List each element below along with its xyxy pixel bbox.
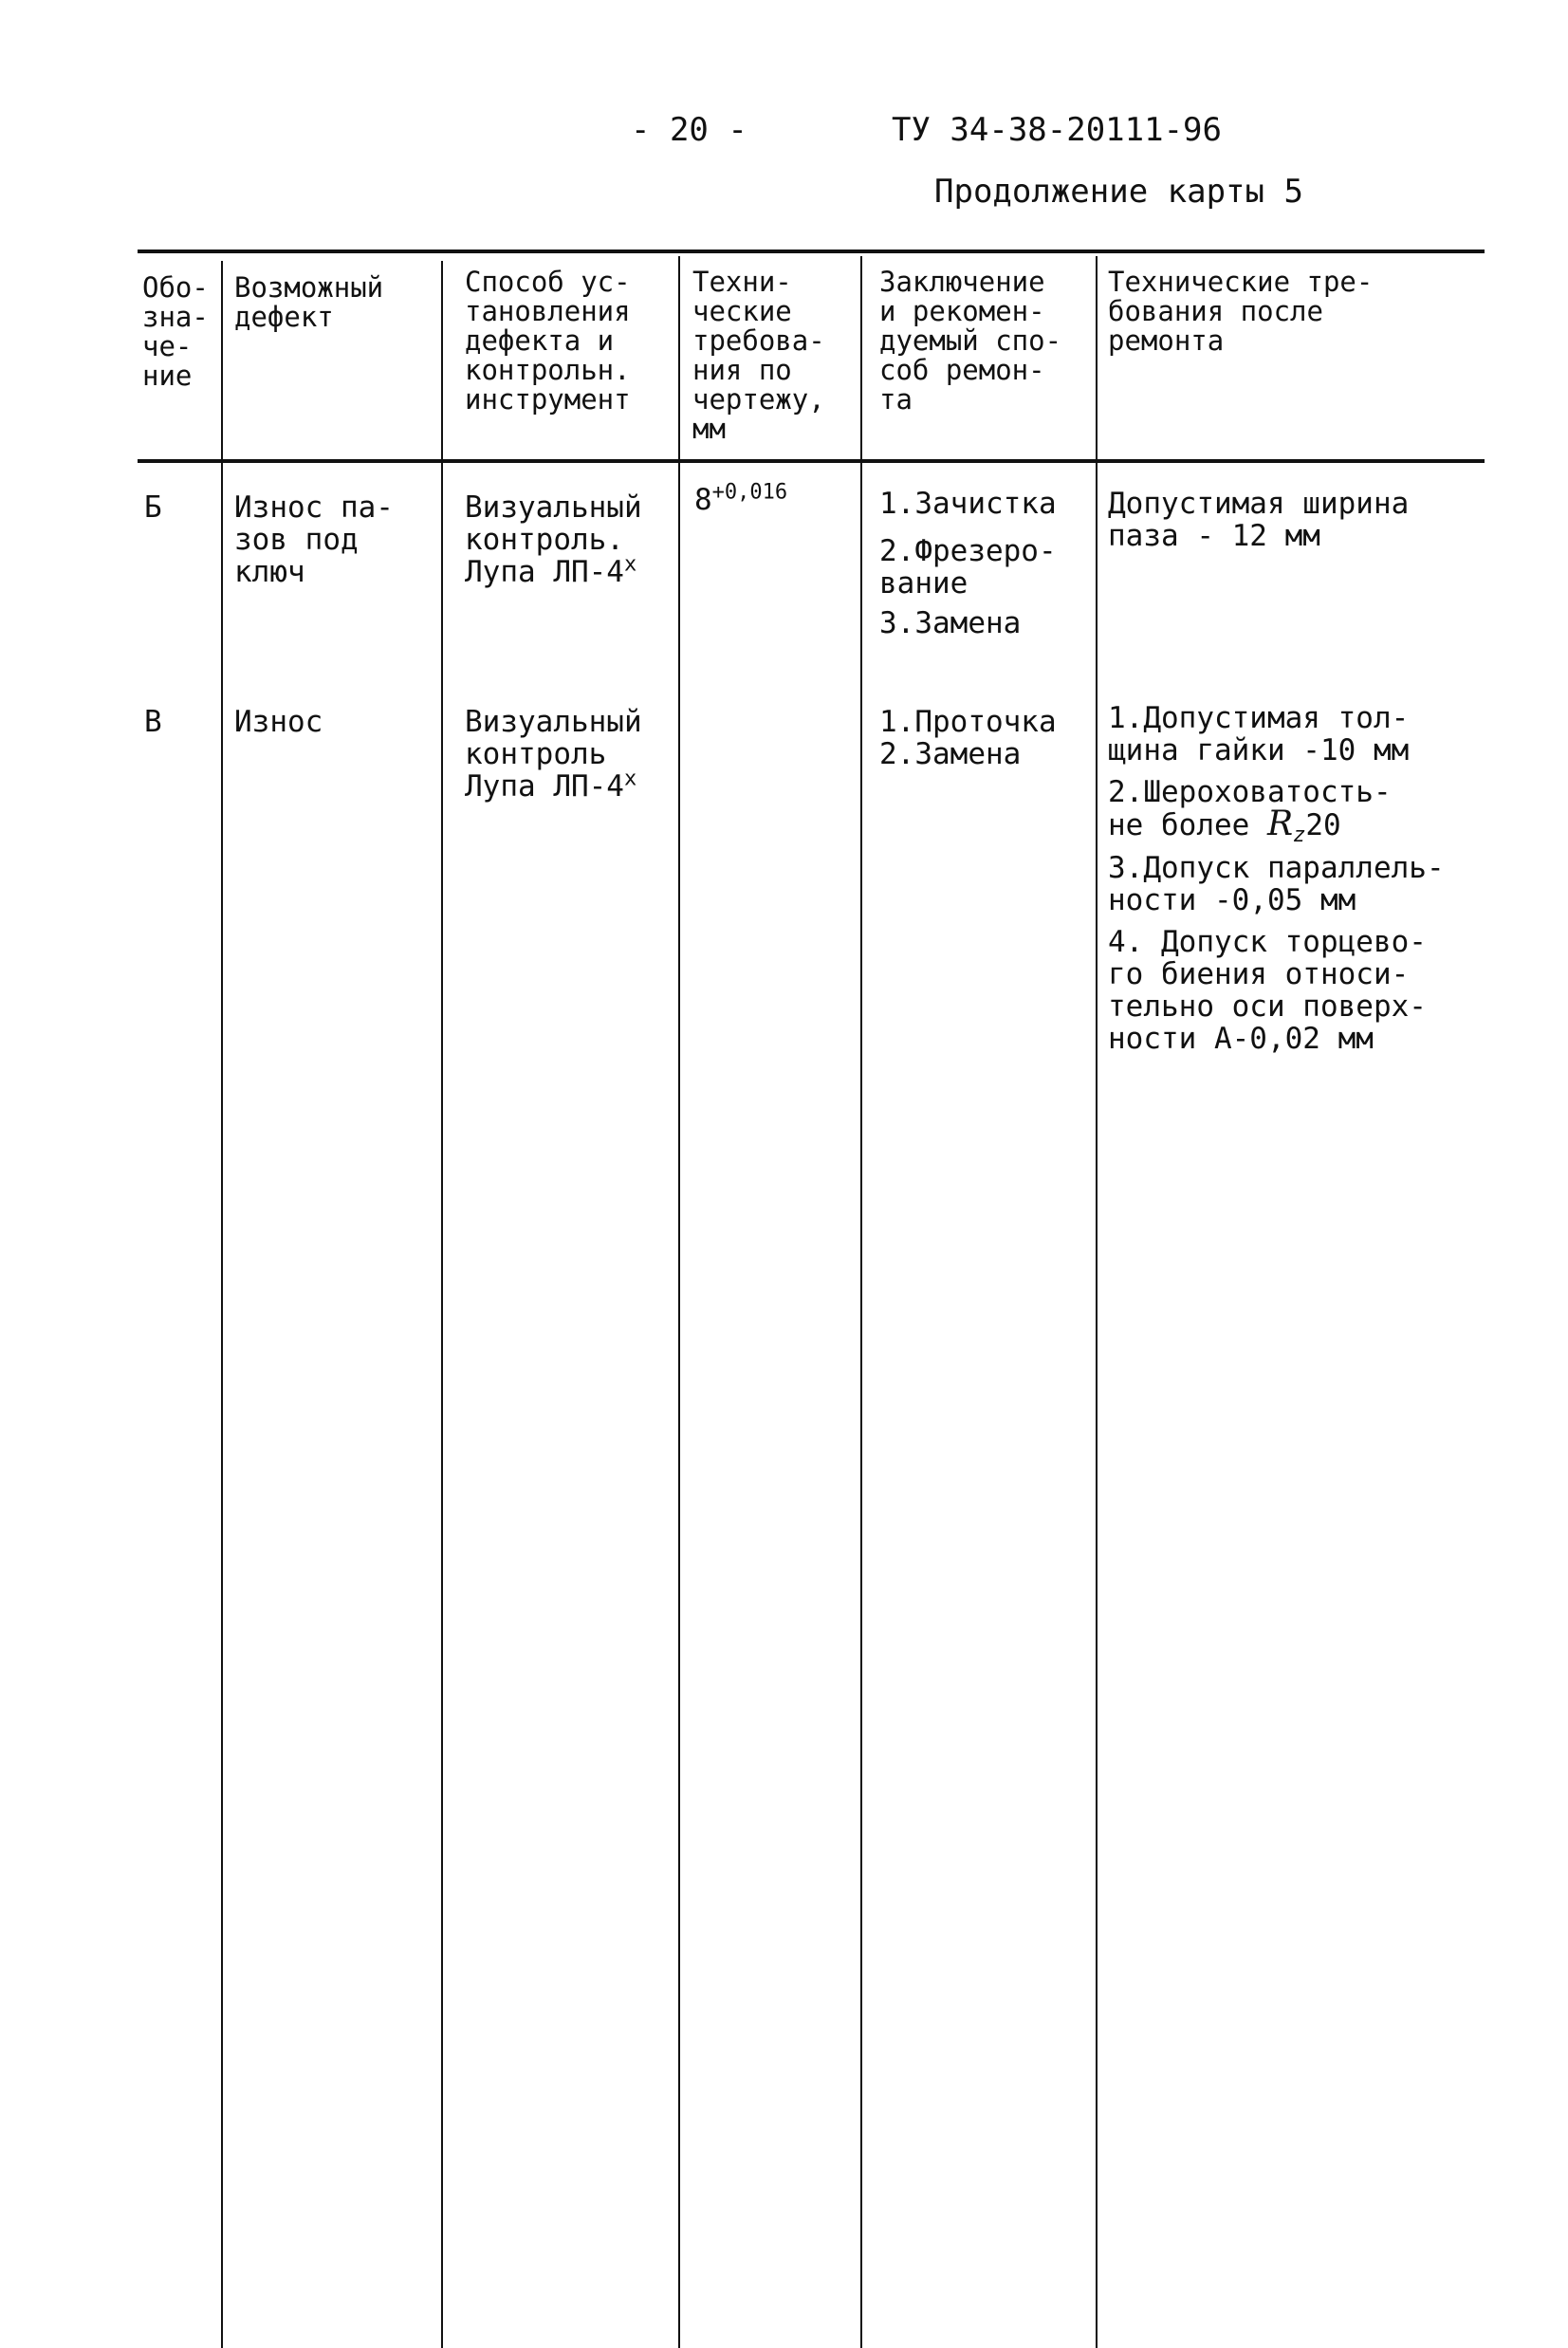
row-v-conclusion: 1.Проточка 2.Замена — [879, 705, 1057, 771]
header-bottom-rule — [138, 459, 1485, 463]
column-header-conclusion: Заключение и рекомен- дуемый спо- соб ремон- та — [879, 266, 1062, 416]
row-b-conclusion-3: 3.Замена — [879, 606, 1022, 640]
column-header-after-repair: Технические тре- бования после ремонта — [1108, 266, 1374, 357]
column-header-designation: Обо- зна- че- ние — [142, 271, 209, 392]
row-v-designation: В — [144, 705, 162, 739]
column-header-method: Способ ус- тановления дефекта и контрольн. инструмент — [465, 266, 631, 416]
row-v-method: Визуальный контроль Лупа $ЛП-4^х$ — [465, 705, 642, 804]
column-divider — [860, 256, 862, 2348]
row-b-conclusion-1: 1.Зачистка — [879, 487, 1057, 521]
row-b-defect: Износ па- зов под ключ — [234, 490, 394, 589]
row-b-after-repair: Допустимая ширина паза - 12 мм — [1108, 487, 1410, 553]
column-divider — [1096, 256, 1098, 2348]
row-b-drawing-tolerance: $8^{+0,016}$ — [694, 480, 788, 517]
column-divider — [441, 261, 443, 2348]
page-number: - 20 - — [631, 111, 747, 149]
row-v-after-repair-3: 3.Допуск параллель- ности -0,05 мм — [1108, 851, 1445, 917]
continuation-title: Продолжение карты 5 — [934, 173, 1303, 211]
column-header-drawing-requirements: Техни- ческие требова- ния по чертежу, мм — [692, 266, 825, 445]
column-divider — [221, 261, 223, 2348]
table-top-rule — [138, 250, 1485, 253]
row-v-after-repair-2: 2.Шероховатость- не более $R_z20$ — [1108, 775, 1392, 848]
column-divider — [678, 256, 680, 2348]
column-header-defect: Возможный дефект — [234, 271, 384, 333]
row-b-conclusion-2: 2.Фрезеро- вание — [879, 534, 1057, 601]
document-code: ТУ 34-38-20111-96 — [892, 111, 1222, 149]
row-b-designation: Б — [144, 490, 162, 525]
row-v-after-repair-4: 4. Допуск торцево- го биения относи- тельно оси поверх- ности А-0,02 мм — [1108, 925, 1427, 1056]
row-b-method: Визуальный контроль. Лупа $ЛП-4^х$ — [465, 490, 642, 589]
row-v-after-repair-1: 1.Допустимая тол- щина гайки -10 мм — [1108, 701, 1410, 767]
row-v-defect: Износ — [234, 705, 323, 739]
